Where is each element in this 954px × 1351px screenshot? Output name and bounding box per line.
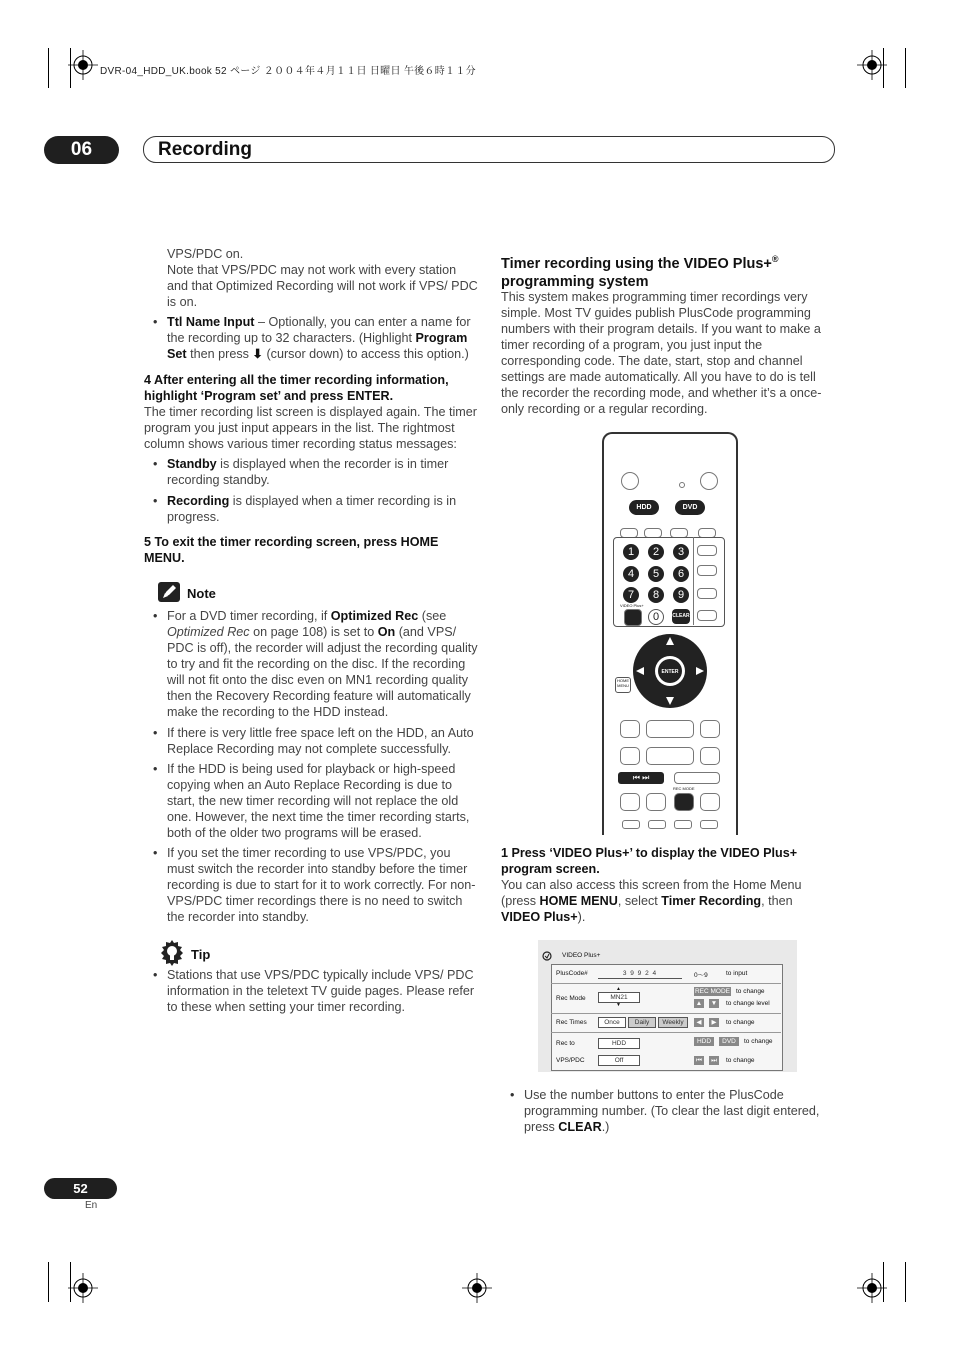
video-plus-screen xyxy=(538,940,797,1072)
remote-digit-button: 5 xyxy=(648,566,664,582)
down-key-icon: ▼ xyxy=(710,1000,718,1007)
right-key-icon: ▶ xyxy=(709,1018,719,1027)
dvd-key: DVD xyxy=(719,1037,739,1046)
crop-mark xyxy=(48,48,49,88)
rec-mode-field[interactable]: MN21 xyxy=(598,992,640,1003)
crop-mark xyxy=(905,48,906,88)
screen-title: VIDEO Plus+ xyxy=(562,952,601,959)
remote-hdd-button: HDD xyxy=(629,500,659,515)
step-1-body: You can also access this screen from the Home Menu (press HOME MENU, select Timer Recording, then VIDEO Plus+). xyxy=(501,878,802,924)
rec-to-label: Rec to xyxy=(556,1040,575,1047)
section-intro: This system makes programming timer recordings very simple. Most TV guides publish PlusCode programming numbers with their program details. If you want to make a timer recording of a program, you just input the corresponding code. The date, start, stop and channel settings are made automatically. All you have to do is tell the recorder the recording mode, and whether it’s a once-only recording or a regular recording. xyxy=(501,290,822,416)
continued-text: VPS/PDC on. Note that VPS/PDC may not work with every station and that Optimized Recording will not work if VPS/ PDC is on. xyxy=(167,247,478,309)
note-item-3: • If the HDD is being used for playback or high-speed copying when an Auto Replace Recording is due to start, the new timer recording will not replace the old one. However, the next time the timer recording starts, both of the older two programs will be erased. xyxy=(144,761,480,841)
remote-row-button xyxy=(674,772,720,784)
remote-digit-button: 3 xyxy=(673,544,689,560)
remote-digit-button: 2 xyxy=(648,544,664,560)
pluscode-field[interactable]: 3 9 9 2 4 xyxy=(598,969,682,979)
cursor-down-icon: ⬇ xyxy=(252,347,263,361)
vps-pdc-field[interactable]: Off xyxy=(598,1055,640,1066)
registration-target-icon xyxy=(857,1273,887,1303)
remote-small-button xyxy=(648,820,666,829)
remote-home-menu-button: HOME MENU xyxy=(615,677,631,693)
remote-top-right-button xyxy=(700,472,718,490)
screen-divider xyxy=(551,1013,781,1014)
rec-to-hint: to change xyxy=(744,1038,773,1045)
remote-video-plus-label: VIDEO Plus+ xyxy=(620,603,644,608)
remote-row-button xyxy=(620,747,640,765)
hdd-key: HDD xyxy=(694,1037,714,1046)
step-4-heading: 4 After entering all the timer recording information, highlight ‘Program set’ and press ENTER. xyxy=(144,373,449,403)
note-item-2: • If there is very little free space left on the HDD, an Auto Replace Recording may not complete successfully. xyxy=(144,725,480,757)
remote-side-button xyxy=(697,565,717,576)
remote-digit-button: 9 xyxy=(673,587,689,603)
chapter-number: 06 xyxy=(44,136,119,164)
remote-row-button xyxy=(700,720,720,738)
step-4-body: The timer recording list screen is displayed again. The timer program you just input appears in the list. The rightmost column shows various timer recording status messages: xyxy=(144,405,477,451)
remote-side-button xyxy=(697,588,717,599)
ttl-name-input-item: • Ttl Name Input – Optionally, you can enter a name for the recording up to 32 characters. (Highlight Program Set then press ⬇ (cursor down) to access this option.) xyxy=(144,314,480,362)
remote-control-illustration xyxy=(602,432,738,835)
page-number: 52 xyxy=(44,1178,117,1199)
rec-mode-key: REC MODE xyxy=(694,988,731,995)
rec-mode-label: Rec Mode xyxy=(556,995,586,1002)
note-item-1: • For a DVD timer recording, if Optimized Rec (see Optimized Rec on page 108) is set to On (and VPS/ PDC is off), the recorder will adjust the recording quality to try and fit the recording on the disc. If the recording will not fit onto the disc even on MN1 recording quality then the Recovery Recording feature will automatically make the recording to the HDD instead. xyxy=(144,608,480,720)
remote-top-left-button xyxy=(621,472,639,490)
crop-mark xyxy=(905,1262,906,1302)
up-key-icon: ▲ xyxy=(695,1000,703,1007)
tip-header xyxy=(144,939,480,967)
registration-target-icon xyxy=(857,50,887,80)
chapter-title: Recording xyxy=(158,139,252,160)
video-plus-icon xyxy=(542,951,552,961)
remote-small-button xyxy=(700,820,718,829)
remote-rec-mode-label: REC MODE xyxy=(673,786,695,791)
remote-row-button xyxy=(646,720,694,738)
print-registration-line: DVR-04_HDD_UK.book 52 ページ ２００４年４月１１日 日曜日 午後６時１１分 xyxy=(100,66,476,77)
remote-side-button xyxy=(697,610,717,621)
remote-clear-button: CLEAR xyxy=(672,609,690,624)
note-label: Note xyxy=(187,586,216,601)
rec-times-daily[interactable]: Daily xyxy=(628,1017,656,1028)
screen-divider xyxy=(551,1032,781,1033)
chapter-title-bar xyxy=(143,136,835,163)
language-code: En xyxy=(85,1200,98,1211)
skip-forward-key-icon: ⏭ xyxy=(709,1056,719,1065)
note-header xyxy=(144,582,480,606)
remote-digit-button: 4 xyxy=(623,566,639,582)
step-1-heading: 1 Press ‘VIDEO Plus+’ to display the VIDEO Plus+ program screen. xyxy=(501,846,798,876)
input-hint: to input xyxy=(726,970,748,977)
number-keys-hint: 0～9 xyxy=(694,972,708,979)
rec-times-hint: to change xyxy=(726,1019,755,1026)
section-heading: Timer recording using the VIDEO Plus+® programming system xyxy=(501,254,779,290)
skip-back-key-icon: ⏮ xyxy=(694,1056,704,1065)
step-5-heading: 5 To exit the timer recording screen, press HOME MENU. xyxy=(144,535,439,565)
remote-video-plus-button xyxy=(624,609,642,626)
remote-row-button xyxy=(620,720,640,738)
remote-dvd-button: DVD xyxy=(675,500,705,515)
vps-pdc-hint: to change xyxy=(726,1057,755,1064)
remote-row-button xyxy=(646,793,666,811)
registration-target-icon xyxy=(68,50,98,80)
rec-mode-up-arrow-icon: ▲ xyxy=(616,986,621,992)
rec-times-label: Rec Times xyxy=(556,1019,587,1026)
remote-digit-button: 6 xyxy=(673,566,689,582)
remote-digit-button: 8 xyxy=(648,587,664,603)
standby-item: • Standby is displayed when the recorder is in timer recording standby. xyxy=(144,456,480,488)
rec-mode-hint: to change xyxy=(736,988,765,995)
remote-skip-buttons: ⏮ ⏭ xyxy=(618,772,664,784)
remote-digit-button: 7 xyxy=(623,587,639,603)
level-hint: to change level xyxy=(726,1000,770,1007)
remote-indicator xyxy=(679,482,685,488)
remote-enter-button: ENTER xyxy=(661,669,679,675)
left-key-icon: ◀ xyxy=(694,1018,704,1027)
remote-row-button xyxy=(700,747,720,765)
remote-digit-button: 0 xyxy=(648,609,664,625)
pencil-note-icon xyxy=(158,582,180,602)
remote-side-button xyxy=(697,545,717,556)
screen-divider xyxy=(551,983,781,984)
recording-item: • Recording is displayed when a timer recording is in progress. xyxy=(144,493,480,525)
rec-times-once[interactable]: Once xyxy=(598,1017,626,1028)
vps-pdc-label: VPS/PDC xyxy=(556,1057,585,1064)
rec-mode-down-arrow-icon: ▼ xyxy=(616,1002,621,1008)
remote-rec-mode-button xyxy=(674,793,694,811)
remote-digit-button: 1 xyxy=(623,544,639,560)
rec-times-weekly[interactable]: Weekly xyxy=(658,1017,688,1028)
note-item-4: • If you set the timer recording to use VPS/PDC, you must switch the recorder into standby before the timer recording is due to start for it to work correctly. For non-VPS/PDC timer recordings there is no need to switch the recorder into standby. xyxy=(144,845,480,925)
registration-target-icon xyxy=(462,1273,492,1303)
registration-target-icon xyxy=(68,1273,98,1303)
remote-row-button xyxy=(646,747,694,765)
number-buttons-item: • Use the number buttons to enter the PlusCode programming number. (To clear the last digit entered, press CLEAR.) xyxy=(501,1087,834,1135)
remote-small-button xyxy=(674,820,692,829)
tip-item-1: • Stations that use VPS/PDC typically include VPS/ PDC information in the teletext TV guide pages. Please refer to these when setting your timer recording. xyxy=(144,967,480,1015)
remote-row-button xyxy=(620,793,640,811)
remote-row-button xyxy=(700,793,720,811)
crop-mark xyxy=(48,1262,49,1302)
remote-small-button xyxy=(622,820,640,829)
tip-label: Tip xyxy=(191,947,211,962)
pluscode-label: PlusCode# xyxy=(556,970,588,977)
rec-to-field[interactable]: HDD xyxy=(598,1038,640,1049)
left-column xyxy=(144,246,480,1015)
remote-numpad-divider xyxy=(693,537,694,625)
